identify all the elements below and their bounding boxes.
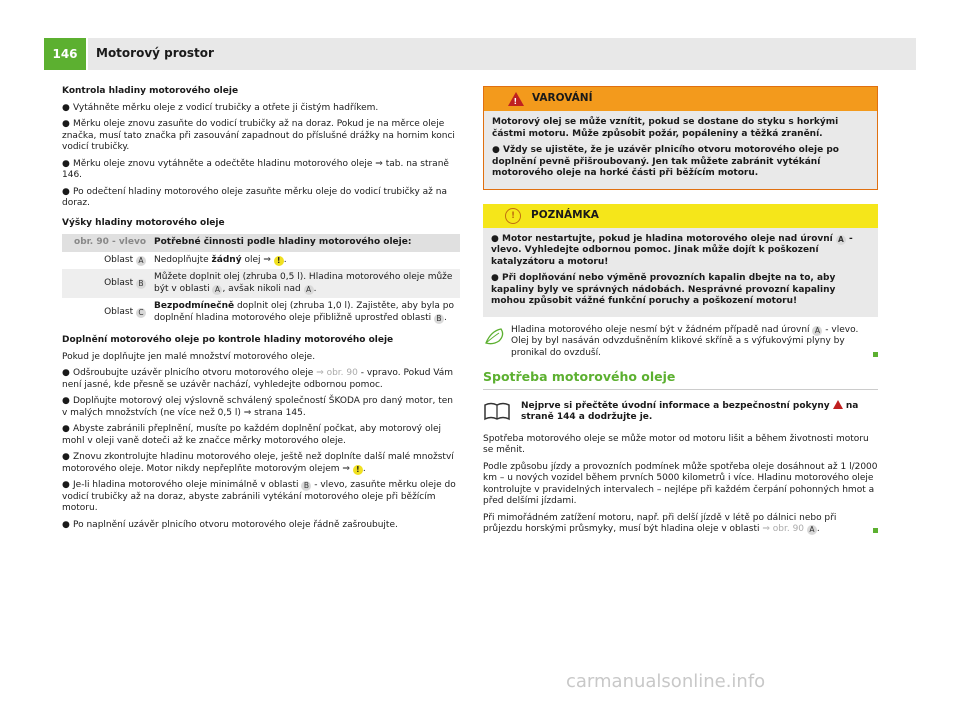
bullet-icon: ●: [62, 158, 70, 169]
table-header-actions: Potřebné činnosti podle hladiny motorového oleje:: [150, 234, 460, 252]
bullet-icon: ●: [491, 273, 499, 283]
bullet-icon: ●: [62, 186, 70, 197]
list-item: ● Motor nestartujte, pokud je hladina motorového oleje nad úrovní A - vlevo. Vyhledejte odbornou pomoc. Jinak může dojít k poškození katalyzátoru a motoru!: [491, 233, 853, 267]
consumption-paragraph: Podle způsobu jízdy a provozních podmínek může spotřeba oleje dosáhnout až 1 l/2000 km – u nových vozidel během prvních 5000 kilometrů i více. Hladinu motorového oleje kontrolujte v pravidelných intervalech – nejlépe při každém čerpání pohonných hmot a před delšími jízdami.: [483, 461, 878, 506]
end-marker: [873, 352, 878, 357]
bullet-icon: ●: [491, 233, 499, 244]
warning-title: VAROVÁNÍ: [532, 92, 593, 105]
area-b-icon: B: [434, 314, 444, 324]
area-c-icon: C: [136, 308, 146, 318]
list-item: ● Odšroubujte uzávěr plnicího otvoru motorového oleje ⇒ obr. 90 - vpravo. Pokud Vám není jasné, kde přesně se uzávěr nachází, vyhledejte odbornou pomoc.: [62, 368, 454, 390]
environment-icon: [483, 325, 509, 347]
note-box: [483, 204, 878, 317]
bullet-icon: ●: [62, 368, 70, 378]
area-a-icon: A: [212, 285, 222, 295]
bullet-icon: ●: [62, 396, 70, 406]
list-item: ● Abyste zabránili přeplnění, musíte po každém doplnění počkat, aby motorový olej mohl v oleji vaně doteči až ke značce měrky motorového oleje.: [62, 424, 442, 446]
bullet-icon: ●: [62, 102, 70, 113]
table-row: Oblast A Nedoplňujte žádný olej ⇒ ! .: [104, 254, 287, 265]
list-item: ● Je-li hladina motorového oleje minimálně v oblasti B - vlevo, zasuňte měrku oleje do vodicí trubičky až na doraz, abyste zabránili vytékání motorového oleje při běžícím motoru.: [62, 480, 456, 513]
bullet-icon: ●: [62, 424, 70, 434]
note-title: POZNÁMKA: [531, 208, 599, 221]
book-icon: [483, 402, 511, 422]
warning-icon: !: [274, 256, 284, 266]
list-item: ● Po naplnění uzávěr plnicího otvoru motorového oleje řádně zašroubujte.: [62, 519, 398, 530]
area-b-icon: B: [136, 279, 146, 289]
list-item: ● Vždy se ujistěte, že je uzávěr plnicího otvoru motorového oleje po doplnění pevně přišroubovaný. Jen tak můžete zabránit vytékání motorového oleje na horké části při běžícím motoru.: [492, 145, 839, 178]
caution-icon: !: [505, 208, 521, 224]
table-row: Oblast C Bezpodmínečně doplnit olej (zhruba 1,0 l). Zajistěte, aby byla po doplnění hladina motorového oleje přibližně uprostřed oblasti B .: [104, 301, 455, 323]
list-item: ● Po odečtení hladiny motorového oleje zasuňte měrku oleje do vodicí trubičky až na doraz.: [62, 186, 447, 208]
bullet-icon: ●: [62, 480, 70, 490]
section-title: Spotřeba motorového oleje: [483, 371, 878, 390]
warning-icon: !: [353, 465, 363, 475]
area-a-icon: A: [304, 285, 314, 295]
bullet-icon: ●: [62, 119, 70, 129]
note-body: [483, 228, 878, 317]
page-number: 146: [44, 38, 86, 70]
refill-title: Doplnění motorového oleje po kontrole hladiny motorového oleje: [62, 335, 394, 345]
refill-intro: Pokud je doplňujte jen malé množství motorového oleje.: [62, 351, 316, 362]
table-row: Oblast B Můžete doplnit olej (zhruba 0,5 l). Hladina motorového oleje může být v oblasti A , avšak nikoli nad A .: [62, 269, 460, 298]
area-a-icon: A: [812, 326, 822, 336]
warning-header: ! VAROVÁNÍ: [484, 87, 877, 111]
table-header-figure: obr. 90 - vlevo: [62, 234, 150, 252]
list-item: ● Při doplňování nebo výměně provozních kapalin dbejte na to, aby kapaliny byly ve správných nádobách. Nesprávné provozní kapaliny mohou způsobit vážné funkční poruchy a poškození motoru!: [491, 273, 836, 306]
area-b-icon: B: [301, 481, 311, 491]
warning-body: Motorový olej se může vznítit, pokud se dostane do styku s horkými částmi motoru. Může způsobit požár, popáleniny a těžká zranění. ● Vždy se ujistěte, že je uzávěr plnicího otvoru motorového oleje po doplnění pevně přišroubovaný. Jen tak můžete zabránit vytékání motorového oleje na horké části při běžícím motoru.: [484, 111, 877, 189]
check-title: Kontrola hladiny motorového oleje: [62, 86, 239, 96]
area-a-icon: A: [836, 235, 846, 245]
list-item: ● Doplňujte motorový olej výslovně schválený společností ŠKODA pro daný motor, ten v malých množstvích (ne více než 0,5 l) ⇒ strana 145.: [62, 396, 453, 418]
right-column: [483, 86, 878, 541]
figure-link[interactable]: ⇒ obr. 90: [762, 524, 805, 534]
note-header: [483, 204, 878, 228]
read-first-note: Nejprve si přečtěte úvodní informace a bezpečnostní pokyny na straně 144 a dodržujte je.: [483, 400, 878, 424]
bullet-icon: ●: [62, 452, 70, 462]
warning-triangle-icon: [833, 400, 843, 409]
list-item: ● Vytáhněte měrku oleje z vodicí trubičky a otřete ji čistým hadříkem.: [62, 102, 379, 113]
table-header-row: [62, 234, 460, 252]
list-item: ● Znovu zkontrolujte hladinu motorového oleje, ještě než doplníte další malé množství motorového oleje. Motor nikdy nepřeplňte motorovým olejem ⇒ ! .: [62, 452, 454, 474]
consumption-paragraph: Spotřeba motorového oleje se může motor od motoru lišit a během životnosti motoru se měnit.: [483, 433, 869, 455]
watermark: carmanualsonline.info: [566, 671, 766, 692]
bullet-icon: ●: [62, 519, 70, 530]
left-column: [62, 86, 460, 536]
list-item: ● Měrku oleje znovu zasuňte do vodicí trubičky až na doraz. Pokud je na měrce oleje značka, musí tato značka při zasouvání zapadnout do příslušné drážky na hornim konci vodicí trubičky.: [62, 119, 455, 152]
page-title: Motorový prostor: [96, 46, 214, 60]
list-item: ● Měrku oleje znovu vytáhněte a odečtěte hladinu motorového oleje ⇒ tab. na straně 146.: [62, 158, 449, 180]
oil-level-table: [62, 234, 460, 327]
consumption-paragraph: Při mimořádném zatížení motoru, např. při delší jízdě v létě po dálnici nebo při průjezdu horskými průsmyky, musí být hladina oleje v oblasti ⇒ obr. 90 A .: [483, 513, 878, 536]
environment-note: Hladina motorového oleje nesmí být v žádném případě nad úrovní A - vlevo. Olej by byl nasáván odvzdušněním klikové skříně a s výfukovými plyny by pronikal do ovzduší.: [483, 325, 878, 360]
levels-title: Výšky hladiny motorového oleje: [62, 217, 225, 228]
page-header: [44, 38, 916, 70]
area-a-icon: A: [807, 525, 817, 535]
end-marker: [873, 528, 878, 533]
bullet-icon: ●: [492, 145, 500, 155]
area-a-icon: A: [136, 256, 146, 266]
figure-link[interactable]: ⇒ obr. 90: [316, 368, 358, 378]
warning-box: [483, 86, 878, 190]
